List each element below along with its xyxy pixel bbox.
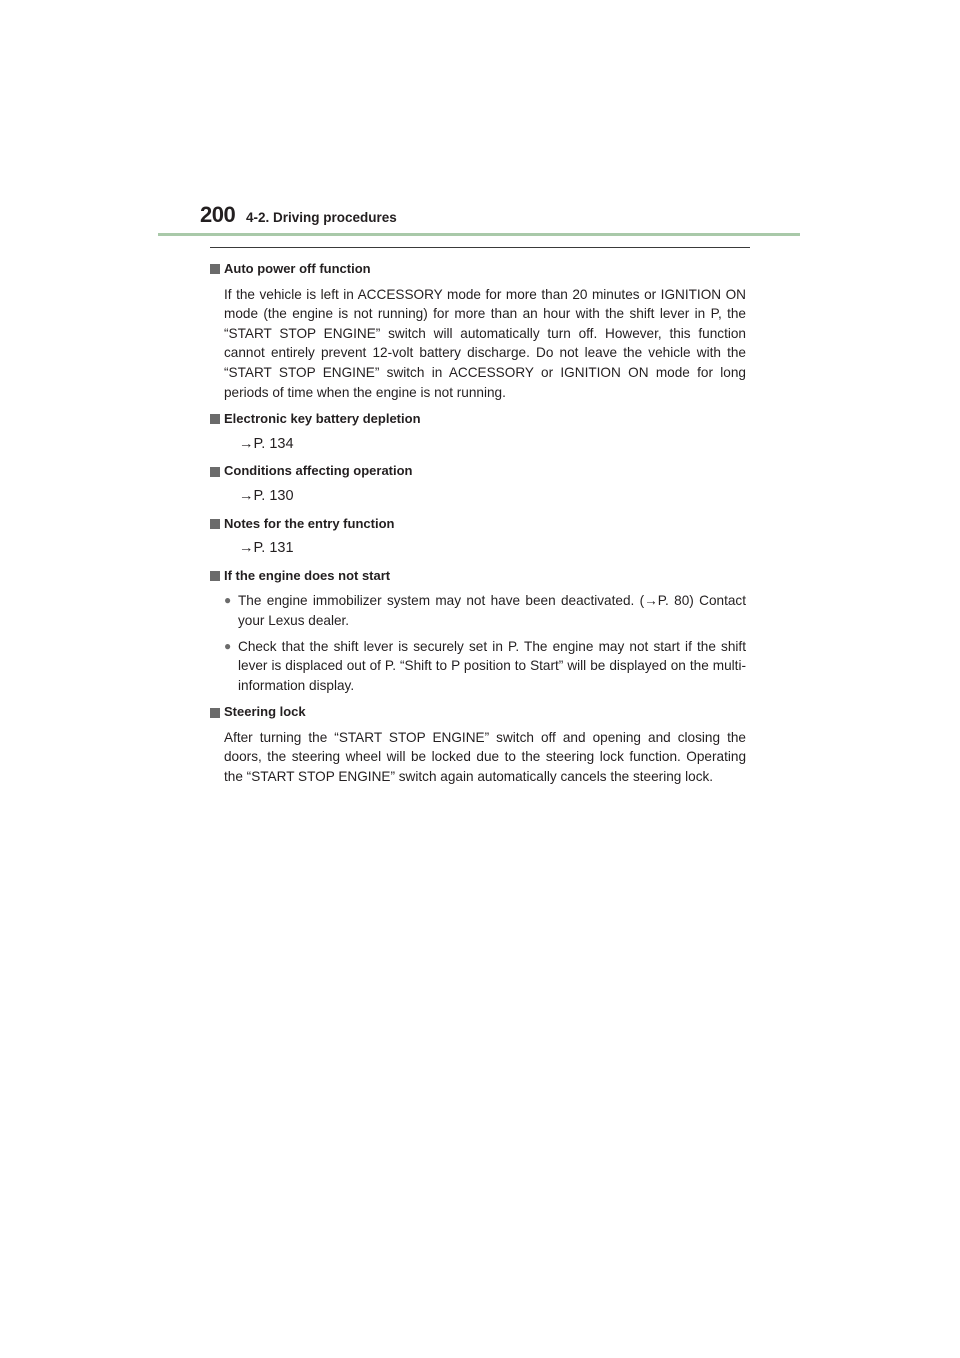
section-title [210, 702, 746, 722]
page-reference: →P. 131 [239, 540, 294, 557]
page-reference: →P. 130 [239, 487, 294, 504]
section-steering-lock [210, 702, 746, 786]
header-rule [158, 233, 800, 236]
page-number: 200 [200, 202, 236, 227]
section-body: If the vehicle is left in ACCESSORY mode for more than 20 minutes or IGNITION ON mode (the engine is not running) for more than an hour with the shift lever in P, the “START STOP ENGINE” switch will automatically turn off. However, this function cannot entirely prevent 12-volt battery discharge. Do not leave the vehicle with the “START STOP ENGINE” switch in ACCESSORY or IGNITION ON mode for long periods of time when the engine is not running. [224, 286, 746, 400]
list-item-text: The engine immobilizer system may not have been deactivated. (→P. 80) Contact your Lexus dealer. [238, 593, 746, 628]
section-title-text: Auto power off function [224, 261, 371, 276]
square-bullet-icon [210, 708, 220, 718]
circle-bullet-icon: ● [224, 593, 232, 608]
section-engine-not-start [210, 566, 746, 696]
page-reference: →P. 134 [239, 435, 294, 452]
section-conditions [210, 461, 746, 506]
square-bullet-icon [210, 264, 220, 274]
section-title [210, 409, 746, 429]
section-title-text: If the engine does not start [224, 567, 391, 583]
section-auto-power-off [210, 259, 746, 402]
list-item [210, 637, 746, 696]
section-title [210, 461, 746, 481]
square-bullet-icon [210, 467, 220, 477]
list-item-text: Check that the shift lever is securely set in P. The engine may not start if the shift lever is displaced out of P. “Shift to P position to Start” will be displayed on the multi-information display. [238, 638, 746, 693]
chapter-title: 4-2. Driving procedures [246, 210, 397, 225]
section-body: After turning the “START STOP ENGINE” switch off and opening and closing the doors, the steering wheel will be locked due to the steering lock function. Operating the “START STOP ENGINE” switch again automatically cancels the steering lock. [224, 729, 746, 785]
section-title [210, 259, 746, 279]
section-entry-function [210, 514, 746, 559]
content [210, 259, 746, 794]
section-title-text: Steering lock [224, 704, 306, 720]
section-title [210, 514, 746, 534]
section-title-text: Electronic key battery depletion [224, 411, 421, 427]
list-item [210, 591, 746, 630]
content-rule [210, 247, 750, 248]
section-title-text: Conditions affecting operation [224, 463, 413, 479]
square-bullet-icon [210, 414, 220, 424]
square-bullet-icon [210, 571, 220, 581]
section-title-text: Notes for the entry function [224, 515, 395, 531]
circle-bullet-icon: ● [224, 638, 232, 653]
section-title [210, 566, 746, 586]
square-bullet-icon [210, 519, 220, 529]
section-key-battery [210, 409, 746, 454]
